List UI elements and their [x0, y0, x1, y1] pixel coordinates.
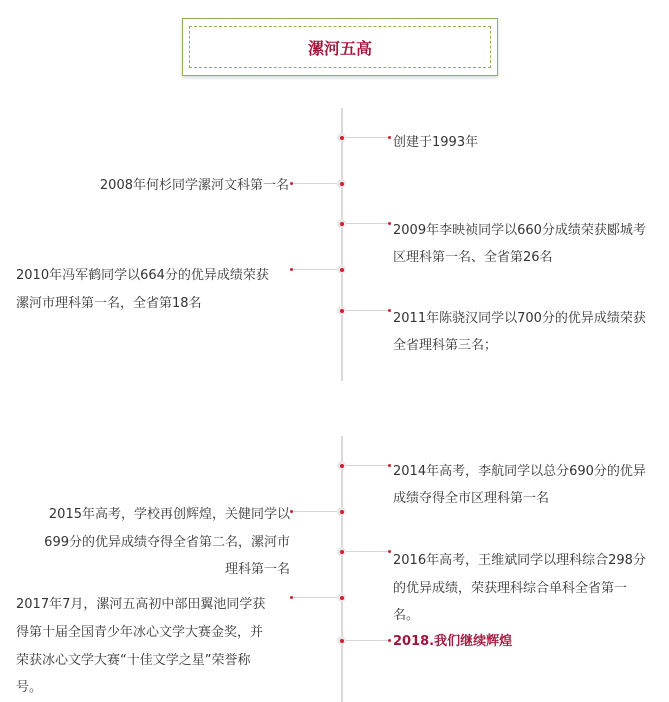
page-title: 漯河五高 — [307, 38, 372, 58]
timeline-event-line: 漯河市理科第一名，全省第18名 — [16, 296, 202, 311]
timeline-connector — [293, 597, 337, 598]
timeline-event-line: 成绩夺得全市区理科第一名 — [393, 491, 550, 506]
timeline-event-line: 2010年冯军鹤同学以664分的优异成绩荣获 — [16, 268, 269, 283]
timeline-event-line: 荣获冰心文学大赛“十佳文学之星”荣誉称 — [16, 653, 251, 668]
timeline-dot — [337, 461, 346, 470]
timeline-connector — [346, 137, 388, 138]
timeline-tick — [388, 309, 391, 312]
timeline-dot — [337, 179, 346, 188]
timeline-connector — [346, 551, 388, 552]
timeline-tick — [290, 596, 293, 599]
timeline-event-line: 得第十届全国青少年冰心文学大赛金奖，并 — [16, 625, 264, 640]
timeline-event-line: 2009年李映祯同学以660分成绩荣获郾城考 — [393, 223, 646, 238]
timeline-dot — [337, 306, 346, 315]
timeline-dot — [337, 219, 346, 228]
timeline-event-line: 理科第一名 — [224, 562, 290, 577]
timeline-2-line — [341, 436, 343, 702]
timeline-event-line: 2017年7月，漯河五高初中部田翼池同学获 — [16, 597, 266, 612]
timeline-dot — [337, 636, 346, 645]
timeline-tick — [388, 550, 391, 553]
timeline-tick — [290, 510, 293, 513]
timeline-event: 2008年何杉同学漯河文科第一名 — [99, 178, 289, 193]
timeline-event-line: 2014年高考，李航同学以总分690分的优异 — [393, 464, 646, 479]
timeline-connector — [346, 310, 388, 311]
timeline-tick — [290, 182, 293, 185]
timeline-event-line: 的优异成绩，荣获理科综合单科全省第一 — [393, 581, 628, 596]
timeline-event-line: 2016年高考，王维斌同学以理科综合298分 — [393, 553, 646, 568]
timeline-connector — [346, 223, 388, 224]
timeline-dot — [337, 265, 346, 274]
title-inner-frame — [189, 26, 491, 68]
timeline-event-line: 2015年高考，学校再创辉煌，关健同学以 — [48, 507, 290, 522]
timeline-connector — [293, 183, 337, 184]
timeline-tick — [388, 464, 391, 467]
timeline-connector — [293, 269, 337, 270]
timeline-tick — [388, 222, 391, 225]
timeline-1-line — [341, 108, 343, 381]
timeline-dot — [337, 593, 346, 602]
timeline-event-line: 名。 — [393, 608, 420, 623]
timeline-dot — [337, 133, 346, 142]
timeline-event-highlight: 2018.我们继续辉煌 — [393, 634, 513, 649]
timeline-dot — [337, 507, 346, 516]
timeline-event: 创建于1993年 — [393, 135, 479, 150]
timeline-tick — [290, 268, 293, 271]
timeline-event-line: 699分的优异成绩夺得全省第二名，漯河市 — [44, 535, 290, 550]
timeline-tick — [388, 639, 391, 642]
timeline-event-line: 区理科第一名、全省第26名 — [393, 250, 553, 265]
title-box — [182, 18, 498, 76]
timeline-event-line: 2011年陈骁汉同学以700分的优异成绩荣获 — [393, 311, 646, 326]
timeline-connector — [293, 511, 337, 512]
timeline-event-line: 全省理科第三名； — [393, 338, 498, 353]
timeline-connector — [346, 465, 388, 466]
timeline-connector — [346, 640, 388, 641]
timeline-dot — [337, 547, 346, 556]
timeline-event-line: 号。 — [16, 680, 43, 695]
timeline-tick — [388, 136, 391, 139]
